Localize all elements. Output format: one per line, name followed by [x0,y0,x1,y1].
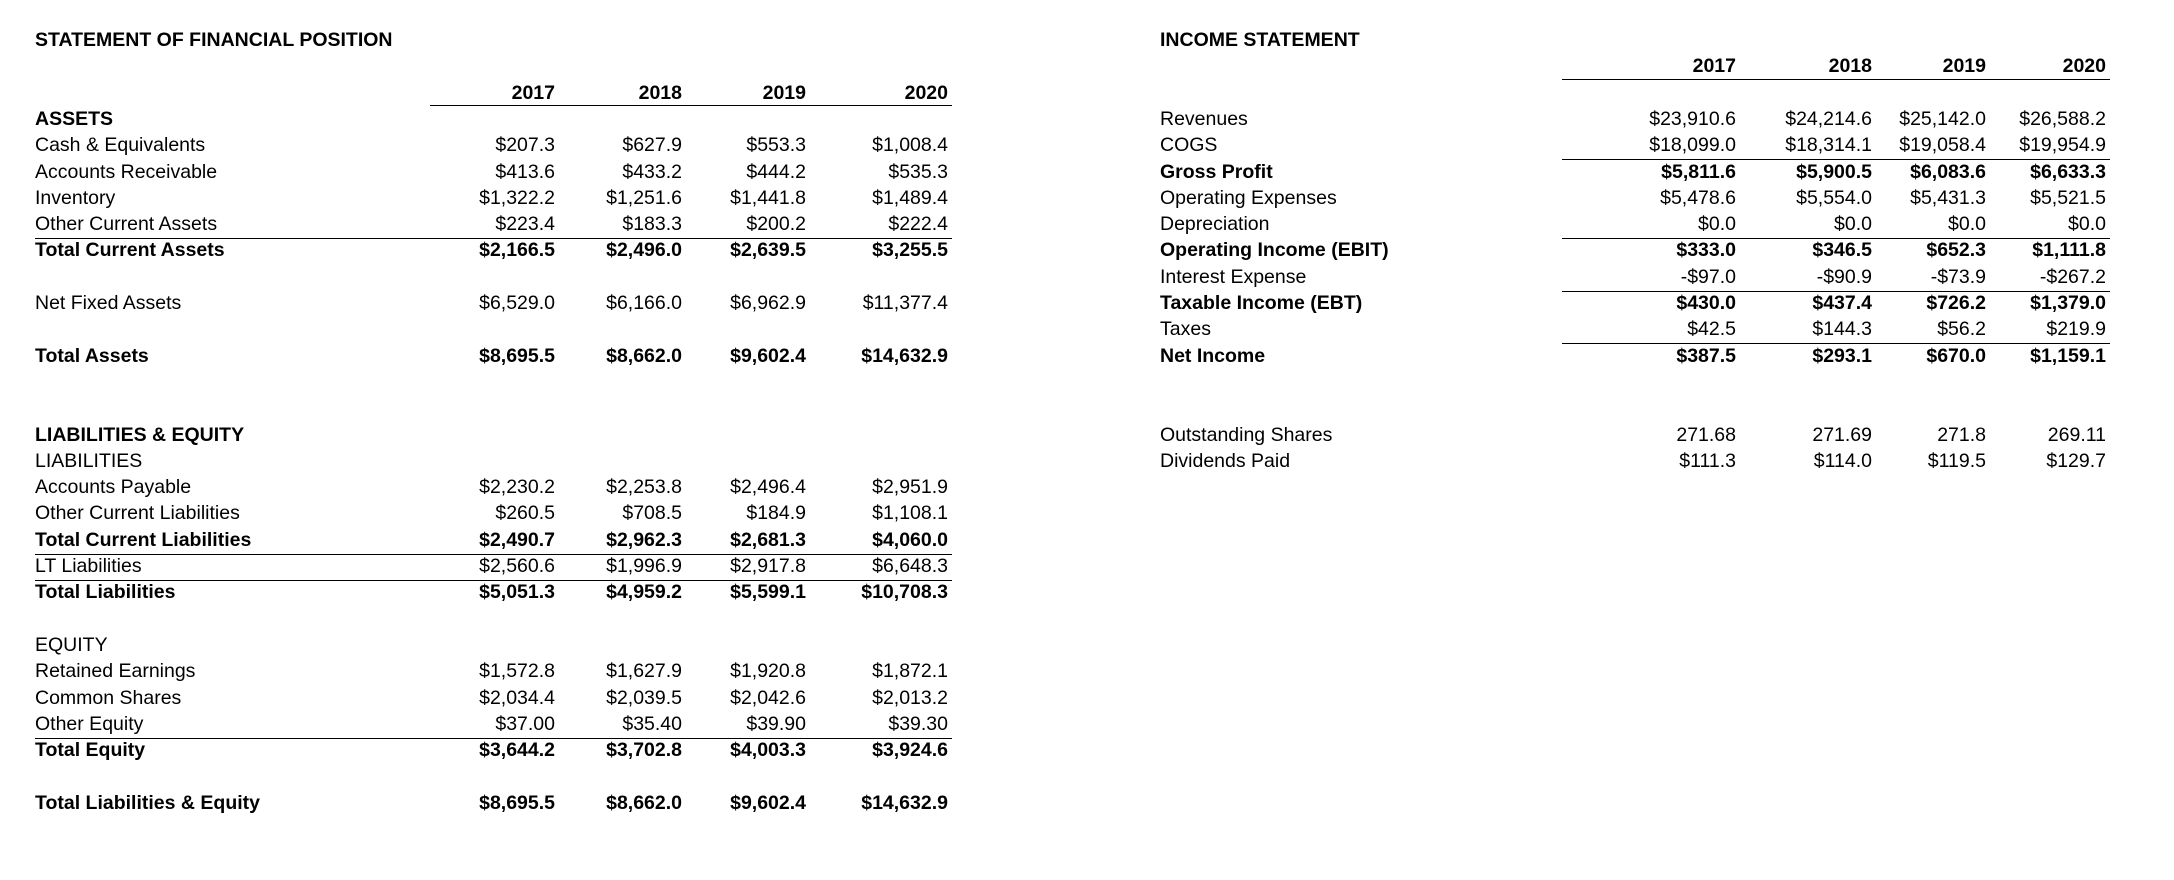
table-row-value: $5,478.6 [1660,186,1736,209]
table-row-value: $222.4 [888,213,948,236]
year-header: 2019 [1942,55,1986,78]
table-row-value: $670.0 [1926,344,1986,367]
table-row-label: Other Current Assets [35,213,218,236]
table-row-value: $5,599.1 [730,581,806,604]
table-row-value: $413.6 [495,160,555,183]
table-row-label: Total Current Liabilities [35,528,252,551]
table-row-value: $553.3 [746,134,806,157]
table-row-value: $129.7 [2046,449,2106,472]
subtotal-rule [35,238,952,239]
table-row-value: $6,529.0 [479,292,555,314]
table-row-value: $2,962.3 [606,528,682,551]
year-header: 2020 [2062,55,2106,78]
table-row-value: $8,662.0 [606,344,682,367]
table-row-value: $5,900.5 [1796,160,1872,183]
table-row-label: Dividends Paid [1160,449,1291,472]
table-row-value: $260.5 [495,502,555,525]
table-row-value: $387.5 [1676,344,1736,367]
table-row-label: Total Assets [35,344,149,367]
table-row-value: $535.3 [888,160,948,183]
year-header: 2018 [1828,55,1872,78]
table-row-value: $2,230.2 [479,476,555,499]
table-row-label: Total Liabilities [35,581,176,604]
year-header: 2019 [762,81,806,104]
table-row-value: $0.0 [1698,213,1736,236]
table-row-value: $111.3 [1679,449,1736,472]
table-row-value: $5,431.3 [1910,186,1986,209]
table-row-value: $6,166.0 [606,292,682,314]
statement-title: INCOME STATEMENT [1160,29,1360,51]
table-row-value: $219.9 [2046,318,2106,341]
header-underline [1562,79,2110,80]
table-row-label: Taxes [1160,318,1211,341]
table-row-value: $333.0 [1676,239,1736,262]
table-row-value: $184.9 [746,502,806,525]
table-row-value: $5,554.0 [1796,186,1872,209]
section-heading: EQUITY [35,633,108,656]
table-row-value: $5,811.6 [1661,160,1736,183]
table-row-value: $14,632.9 [861,791,948,814]
table-row-value: $25,142.0 [1899,107,1986,130]
table-row-value: $4,003.3 [730,739,806,762]
section-heading: LIABILITIES & EQUITY [35,423,245,446]
table-row-value: -$97.0 [1680,265,1736,288]
table-row-label: Interest Expense [1160,265,1307,288]
header-underline [430,105,952,106]
table-row-value: $11,377.4 [862,292,948,314]
table-row-label: Gross Profit [1160,160,1273,183]
table-row-value: $35.40 [622,712,682,735]
section-heading: LIABILITIES [35,449,143,472]
table-row-value: $144.3 [1812,318,1872,341]
table-row-value: $346.5 [1812,239,1872,262]
table-row-value: $19,058.4 [1899,134,1986,157]
table-row-label: Retained Earnings [35,660,196,683]
year-header: 2018 [638,81,682,104]
table-row-value: $1,441.8 [730,186,806,209]
table-row-value: $6,648.3 [872,555,948,577]
table-row-value: $1,379.0 [2030,292,2106,314]
table-row-value: $39.30 [888,712,948,735]
table-row-value: $18,099.0 [1649,134,1736,157]
table-row-value: $2,490.7 [479,528,555,551]
table-row-value: $14,632.9 [861,344,948,367]
table-row-value: $0.0 [1834,213,1872,236]
table-row-value: $8,662.0 [606,791,682,814]
subtotal-rule [1562,238,2110,239]
subtotal-rule [35,580,952,581]
table-row-value: $2,496.0 [606,239,682,262]
table-row-label: Depreciation [1160,213,1270,236]
table-row-value: $8,695.5 [479,344,555,367]
table-row-value: $56.2 [1937,318,1986,341]
table-row-value: $1,996.9 [606,555,682,577]
table-row-value: $2,639.5 [730,239,806,262]
table-row-label: Total Current Assets [35,239,225,262]
table-row-value: $1,008.4 [872,134,948,157]
table-row-value: $2,166.5 [479,239,555,262]
table-row-value: 271.68 [1676,423,1736,446]
table-row-value: $37.00 [495,712,555,735]
table-row-label: LT Liabilities [35,555,142,577]
table-row-value: $1,159.1 [2030,344,2106,367]
table-row-value: $10,708.3 [861,581,948,604]
table-row-value: $2,034.4 [479,686,555,709]
table-row-value: $223.4 [495,213,555,236]
subtotal-rule [1562,343,2110,344]
subtotal-rule [1562,291,2110,292]
table-row-label: Outstanding Shares [1160,423,1333,446]
year-header: 2020 [904,81,948,104]
subtotal-rule [35,738,952,739]
table-row-value: $207.3 [495,134,555,157]
table-row-value: $2,013.2 [872,686,948,709]
year-header: 2017 [511,81,555,104]
table-row-value: $1,108.1 [872,502,948,525]
table-row-value: -$73.9 [1930,265,1986,288]
table-row-value: $6,633.3 [2030,160,2106,183]
table-row-value: $444.2 [746,160,806,183]
table-row-label: Operating Income (EBIT) [1160,239,1389,262]
table-row-label: Operating Expenses [1160,186,1337,209]
table-row-value: $19,954.9 [2019,134,2106,157]
table-row-value: $114.0 [1813,449,1872,472]
table-row-value: $42.5 [1687,318,1736,341]
table-row-value: $0.0 [1948,213,1986,236]
table-row-value: 269.11 [2047,423,2106,446]
table-row-value: $2,560.6 [479,555,555,577]
table-row-label: Net Income [1160,344,1266,367]
table-row-value: $1,572.8 [479,660,555,683]
table-row-label: Accounts Payable [35,476,192,499]
table-row-label: Taxable Income (EBT) [1160,292,1363,314]
statement-title: STATEMENT OF FINANCIAL POSITION [35,29,393,51]
table-row-value: $2,039.5 [606,686,682,709]
table-row-label: Total Equity [35,739,146,762]
table-row-label: Accounts Receivable [35,160,218,183]
section-heading: ASSETS [35,107,114,130]
table-row-label: Other Current Liabilities [35,502,240,525]
table-row-value: $39.90 [746,712,806,735]
table-row-value: $8,695.5 [479,791,555,814]
subtotal-rule [35,554,952,555]
table-row-value: $5,051.3 [479,581,555,604]
table-row-value: $9,602.4 [730,791,806,814]
table-row-value: $26,588.2 [2019,107,2106,130]
table-row-value: $1,322.2 [479,186,555,209]
table-row-value: $23,910.6 [1649,107,1736,130]
table-row-value: -$267.2 [2039,265,2106,288]
table-row-value: $1,251.6 [606,186,682,209]
table-row-label: COGS [1160,134,1218,157]
table-row-value: $433.2 [622,160,682,183]
table-row-label: Net Fixed Assets [35,292,182,314]
table-row-value: $430.0 [1676,292,1736,314]
table-row-value: $3,255.5 [872,239,948,262]
table-row-value: $1,920.8 [730,660,806,683]
year-header: 2017 [1692,55,1736,78]
table-row-label: Revenues [1160,107,1248,130]
table-row-value: $1,489.4 [872,186,948,209]
table-row-value: $119.5 [1927,449,1986,472]
table-row-value: 271.69 [1812,423,1872,446]
table-row-value: $2,681.3 [730,528,806,551]
table-row-value: $2,951.9 [872,476,948,499]
table-row-value: -$90.9 [1816,265,1872,288]
table-row-label: Total Liabilities & Equity [35,791,260,814]
table-row-value: $3,644.2 [479,739,555,762]
table-row-value: $200.2 [746,213,806,236]
table-row-value: 271.8 [1937,423,1986,446]
table-row-value: $24,214.6 [1785,107,1872,130]
table-row-value: $5,521.5 [2030,186,2106,209]
table-row-value: $4,959.2 [606,581,682,604]
table-row-label: Cash & Equivalents [35,134,206,157]
subtotal-rule [1562,159,2110,160]
table-row-value: $2,042.6 [730,686,806,709]
table-row-value: $1,111.8 [2032,239,2106,262]
table-row-value: $183.3 [622,213,682,236]
table-row-value: $627.9 [622,134,682,157]
table-row-value: $4,060.0 [872,528,948,551]
table-row-value: $652.3 [1926,239,1986,262]
table-row-label: Inventory [35,186,116,209]
table-row-value: $1,872.1 [872,660,948,683]
table-row-label: Common Shares [35,686,182,709]
table-row-value: $2,917.8 [730,555,806,577]
table-row-value: $0.0 [2068,213,2106,236]
table-row-value: $6,962.9 [730,292,806,314]
table-row-value: $726.2 [1926,292,1986,314]
table-row-value: $6,083.6 [1910,160,1986,183]
table-row-value: $708.5 [622,502,682,525]
table-row-value: $437.4 [1812,292,1872,314]
table-row-value: $18,314.1 [1785,134,1872,157]
table-row-value: $1,627.9 [606,660,682,683]
table-row-value: $9,602.4 [730,344,806,367]
table-row-value: $293.1 [1812,344,1872,367]
table-row-value: $2,253.8 [606,476,682,499]
table-row-value: $2,496.4 [730,476,806,499]
table-row-label: Other Equity [35,712,144,735]
table-row-value: $3,702.8 [606,739,682,762]
table-row-value: $3,924.6 [872,739,948,762]
